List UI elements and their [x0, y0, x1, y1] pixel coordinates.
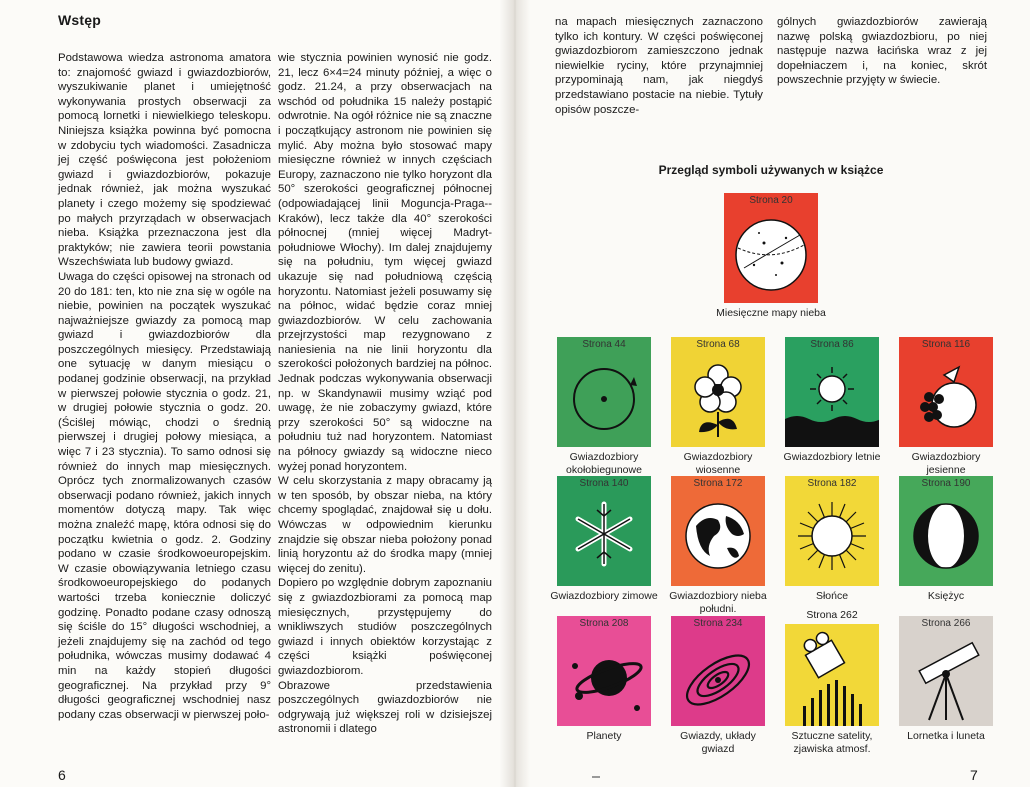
symbol-box	[671, 616, 765, 726]
symbol-box	[671, 476, 765, 586]
symbol-caption: Gwiazdy, układy gwiazd	[680, 730, 756, 755]
symbol-box	[785, 337, 879, 447]
symbol-box	[557, 476, 651, 586]
satellite-icon	[785, 624, 879, 726]
symbol-binoculars-telescope	[891, 616, 1001, 743]
symbol-spring	[663, 337, 773, 476]
page-label: Strona 234	[693, 618, 743, 629]
snowflake-icon	[557, 476, 651, 586]
sun-icon	[785, 476, 879, 586]
symbol-satellites	[777, 616, 887, 755]
symbol-stars-systems	[663, 616, 773, 755]
symbol-box	[785, 476, 879, 586]
symbol-box	[785, 624, 879, 726]
page-number-left: 6	[58, 767, 66, 783]
symbol-monthly-maps	[716, 193, 826, 320]
symbol-planets	[549, 616, 659, 743]
strona-262-label: Strona 262	[806, 609, 858, 621]
symbol-caption: Księżyc	[927, 590, 965, 602]
paragraph: Podstawowa wiedza astronoma amatora to: znajomość gwiazd i gwiazdozbiorów, wyszukiwanie planet i umiejętność wykonywania prostych obserwacji za pomocą lornetki i niewielkiego teleskopu. Niniejsza książka powinna być pomocna w zdobyciu tych wiadomości. Zasadnicza jej część poświęcona jest położeniom gwiazd i gwiazdozbiorów, pokazuje jednak również, jak można wyszukać planety i czego możemy się spodziewać po małych przyrządach w obserwacjach nieba. Książka przeznaczona jest dla praktyków; nie zawiera teorii powstania Wszechświata lub budowy gwiazd.	[58, 52, 271, 269]
book-gutter	[500, 0, 530, 787]
symbol-caption: Gwiazdozbiory okołobiegunowe	[566, 451, 642, 476]
symbol-moon	[891, 476, 1001, 603]
telescope-icon	[899, 616, 993, 726]
symbol-caption: Gwiazdozbiory letnie	[783, 451, 881, 463]
galaxy-icon	[671, 616, 765, 726]
paragraph: Uwaga do części opisowej na stronach od 20 do 181: ten, kto nie zna się w ogóle na niebie, powinien na początek wyszukać najważniejsze gwiazdy za pomocą map gwiazd i gwiazdozbiorów dla poszczególnych miesięcy. Przedstawiają one sytuację w danym miesiącu o podanej godzinie obserwacji, na przykład w pierwszej połowie stycznia o godz. 21, w drugiej połowie stycznia o godz. 20. (Ściślej mówiąc, chodzi o średnią pierwszej i drugiej połowy miesiąca, a więc 7 i 23 stycznia). To samo odnosi się również do innych map miesięcznych. Oprócz tych znormalizowanych czasów obserwacji podano również, jakich innych momentów dotyczą mapy. Tak więc można znaleźć mapę, która odnosi się do początku kwietnia o godz. 2. Godziny podano w czasie środkowoeuropejskim. W czasie obowiązywania letniego czasu środkowoeuropejskiego do podanych wartości trzeba koniecznie doliczyć godzinę. Ponadto podane czasy odnoszą się ściśle do 15° długości wschodniej, a jeżeli znajdujemy się na zachód od tego południka, wówczas musimy dodawać 4 min na każdy stopień długości geograficznej. Na przykład przy 9° długości geograficznej wschodniej nasz podany czas obserwacji w pierwszej poło-	[58, 270, 271, 721]
paragraph: gólnych gwiazdozbiorów zawierają nazwę polską gwiazdozbioru, po niej następuje nazwa łacińska wraz z jej dopełniaczem i, na koniec, skrót powszechnie przyjęty w świecie.	[777, 16, 987, 87]
text-column-1	[58, 51, 271, 722]
flower-icon	[671, 337, 765, 447]
section-heading: Wstęp	[58, 12, 101, 28]
symbol-sun	[777, 476, 887, 603]
paragraph: W celu skorzystania z mapy obracamy ją w ten sposób, by obszar nieba, na który chcemy spoglądać, znajdował się u dołu. Wówczas w odpowiednim kierunku znajdzie się obszar nieba położony ponad linią horyzontu aż do środka mapy (mniej więcej do zenitu).	[278, 475, 492, 575]
symbol-southern-sky	[663, 476, 773, 615]
moon-icon	[899, 476, 993, 586]
symbol-autumn	[891, 337, 1001, 476]
page-label: Strona 116	[921, 339, 971, 350]
page-label: Strona 182	[807, 478, 857, 489]
page-label: Strona 266	[921, 618, 971, 629]
symbol-box	[557, 337, 651, 447]
symbol-caption: Gwiazdozbiory wiosenne	[683, 451, 753, 476]
symbol-summer	[777, 337, 887, 464]
symbol-caption: Gwiazdozbiory jesienne	[911, 451, 981, 476]
page-label: Strona 44	[582, 339, 626, 350]
star-map-icon	[724, 193, 818, 303]
text-column-3	[555, 15, 763, 117]
summer-sun-icon	[785, 337, 879, 447]
page-label: Strona 172	[693, 478, 743, 489]
symbol-caption: Gwiazdozbiory nieba południ.	[669, 590, 767, 615]
symbol-box	[724, 193, 818, 303]
symbol-caption: Planety	[586, 730, 622, 742]
planet-icon	[557, 616, 651, 726]
symbol-caption: Miesięczne mapy nieba	[716, 307, 826, 319]
page-label: Strona 140	[579, 478, 629, 489]
symbol-caption: Sztuczne satelity, zjawiska atmosf.	[791, 730, 873, 755]
symbol-circumpolar	[549, 337, 659, 476]
symbol-caption: Lornetka i luneta	[907, 730, 985, 742]
symbol-box	[557, 616, 651, 726]
symbols-title: Przegląd symboli używanych w książce	[658, 163, 884, 177]
symbol-caption: Gwiazdozbiory zimowe	[550, 590, 658, 602]
page-label: Strona 68	[696, 339, 740, 350]
symbol-caption: Słońce	[815, 590, 849, 602]
symbol-box	[899, 337, 993, 447]
apple-grapes-icon	[899, 337, 993, 447]
circumpolar-icon	[557, 337, 651, 447]
page-label: Strona 208	[579, 618, 629, 629]
page-label: Strona 86	[810, 339, 854, 350]
text-column-2	[278, 51, 492, 737]
page-label: Strona 190	[921, 478, 971, 489]
paragraph: Dopiero po względnie dobrym zapoznaniu się z gwiazdozbiorami za pomocą map miesięcznych, przystępujemy do wnikliwszych studiów poszczególnych gwiazd i innych obiektów korzystając z części książki poświęconej gwiazdozbiorom.	[278, 577, 492, 677]
paragraph: na mapach miesięcznych zaznaczono tylko ich kontury. W części poświęconej gwiazdozbiorom zamieszczono jednak niewielkie ryciny, które przynajmniej przypominają nam, jak niegdyś przedstawiano postacie na niebie. Tytuły opisów poszcze-	[555, 16, 763, 116]
paragraph: Obrazowe przedstawienia poszczególnych gwiazdozbiorów nie odgrywają już większej roli w dzisiejszej astronomii i dlatego	[278, 679, 492, 736]
globe-icon	[671, 476, 765, 586]
text-column-4	[777, 15, 987, 88]
symbol-box	[899, 476, 993, 586]
decorative-mark	[592, 776, 600, 778]
paragraph: wie stycznia powinien wynosić nie godz. 21, lecz 6×4=24 minuty później, a więc o godz. 21.24, a przy obserwacjach na wschód od południka 15 należy postąpić odwrotnie. Na ogół różnice nie są znaczne i początkujący astronom nie powinien się mylić. Aby można było stosować mapy miesięczne również w innych częściach Europy, zaznaczono nie tylko horyzont dla 50° szerokości geograficznej północnej (odpowiadającej linii Moguncja-Praga--Kraków), lecz także dla 40° szerokości północnej (mniej więcej Madryt-południowe Włochy). Im dalej znajdujemy się na południu, tym więcej gwiazd ukazuje się nad południową częścią horyzontu. Natomiast jeżeli posuwamy się na północ, widać będzie coraz mniej gwiazdozbiorów. W celu zachowania przejrzystości map rezygnowano z naniesienia na nie linii horyzontu dla szerokości położonych bardziej na północ. Jednak podczas wykonywania obserwacji np. w Skandynawii musimy wziąć pod uwagę, że nie zobaczymy gwiazd, które przy szerokości 50° są widoczne na południu tuż nad horyzontem. Natomiast na północy gwiazdy są widoczne nieco wyżej ponad horyzontem.	[278, 52, 493, 473]
page-number-right: 7	[970, 767, 978, 783]
symbol-winter	[549, 476, 659, 603]
page-label: Strona 20	[749, 195, 793, 206]
symbol-box	[899, 616, 993, 726]
symbol-box	[671, 337, 765, 447]
